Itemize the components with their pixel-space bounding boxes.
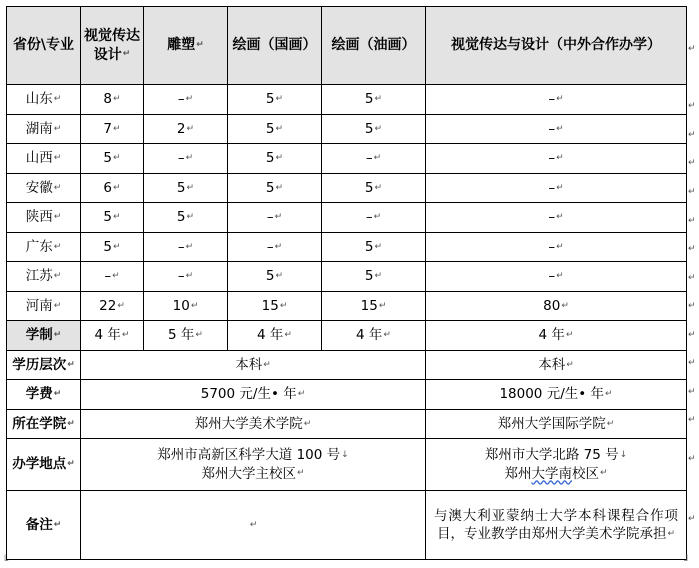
quota-cell: 5↵ bbox=[228, 262, 322, 292]
quota-cell: 10↵ bbox=[144, 291, 228, 321]
site-label: 办学地点↵ bbox=[7, 439, 81, 491]
duration-cell: 4 年↵ bbox=[81, 321, 144, 351]
quota-cell: 5↵ bbox=[228, 144, 322, 174]
quota-cell: –↵ bbox=[426, 144, 687, 174]
fee-label: 学费↵ bbox=[7, 380, 81, 410]
site-left-line1: 郑州市高新区科学大道 100 号↓ bbox=[157, 447, 349, 464]
quota-cell: –↵ bbox=[322, 144, 426, 174]
quota-cell: 5↵ bbox=[144, 203, 228, 233]
fee-right-cell: 18000 元/生• 年↵ bbox=[426, 380, 687, 410]
quota-cell: 15↵ bbox=[322, 291, 426, 321]
quota-cell: 2↵ bbox=[144, 114, 228, 144]
site-right-cell bbox=[426, 439, 687, 491]
province-cell: 广东↵ bbox=[7, 232, 81, 262]
table-row bbox=[7, 262, 687, 292]
quota-cell: –↵ bbox=[228, 232, 322, 262]
note-row bbox=[7, 491, 687, 560]
quota-cell: 5↵ bbox=[322, 173, 426, 203]
duration-label: 学制↵ bbox=[7, 321, 81, 351]
quota-cell: 5↵ bbox=[228, 85, 322, 115]
quota-cell: 8↵ bbox=[81, 85, 144, 115]
duration-cell: 4 年↵ bbox=[426, 321, 687, 351]
province-cell: 湖南↵ bbox=[7, 114, 81, 144]
table-row bbox=[7, 173, 687, 203]
table-row bbox=[7, 85, 687, 115]
header-chinese-painting: 绘画（国画） bbox=[228, 7, 322, 85]
note-label: 备注↵ bbox=[7, 491, 81, 560]
college-label: 所在学院↵ bbox=[7, 409, 81, 439]
duration-row bbox=[7, 321, 687, 351]
fee-row bbox=[7, 380, 687, 410]
quota-cell: 5↵ bbox=[228, 114, 322, 144]
province-cell: 河南↵ bbox=[7, 291, 81, 321]
quota-cell: –↵ bbox=[228, 203, 322, 233]
quota-cell: 5↵ bbox=[228, 173, 322, 203]
province-cell: 山东↵ bbox=[7, 85, 81, 115]
note-right-cell: 与澳大利亚蒙纳士大学本科课程合作项目，专业教学由郑州大学美术学院承担↵ bbox=[426, 491, 687, 560]
province-cell: 安徽↵ bbox=[7, 173, 81, 203]
quota-cell: –↵ bbox=[426, 173, 687, 203]
quota-cell: 80↵ bbox=[426, 291, 687, 321]
quota-cell: –↵ bbox=[426, 262, 687, 292]
quota-cell: –↵ bbox=[144, 262, 228, 292]
header-oil-painting: 绘画（油画） bbox=[322, 7, 426, 85]
quota-cell: 5↵ bbox=[81, 144, 144, 174]
quota-cell: –↵ bbox=[144, 144, 228, 174]
header-visual-design-joint: 视觉传达与设计（中外合作办学） bbox=[426, 7, 687, 85]
site-right-line2: 郑州大学南校区↵ bbox=[504, 465, 608, 482]
quota-cell: 6↵ bbox=[81, 173, 144, 203]
header-visual-design: 视觉传达设计↵ bbox=[81, 7, 144, 85]
quota-cell: –↵ bbox=[426, 85, 687, 115]
site-row bbox=[7, 439, 687, 491]
quota-cell: 5↵ bbox=[322, 262, 426, 292]
quota-cell: 7↵ bbox=[81, 114, 144, 144]
site-left-line2: 郑州大学主校区↵ bbox=[201, 465, 305, 482]
level-right-cell: 本科↵ bbox=[426, 350, 687, 380]
quota-cell: –↵ bbox=[426, 114, 687, 144]
page-corner-mark: └ bbox=[2, 556, 9, 567]
quota-cell: 5↵ bbox=[322, 85, 426, 115]
quota-cell: –↵ bbox=[81, 262, 144, 292]
header-sculpture: 雕塑↵ bbox=[144, 7, 228, 85]
quota-cell: 5↵ bbox=[81, 232, 144, 262]
quota-cell: –↵ bbox=[322, 203, 426, 233]
header-row bbox=[7, 7, 687, 85]
table-row bbox=[7, 232, 687, 262]
page-corner-mark: ┘ bbox=[684, 556, 691, 567]
quota-cell: –↵ bbox=[426, 203, 687, 233]
note-left-cell: ↵ bbox=[81, 491, 426, 560]
duration-cell: 4 年↵ bbox=[228, 321, 322, 351]
duration-cell: 4 年↵ bbox=[322, 321, 426, 351]
site-right-line1: 郑州市大学北路 75 号↓ bbox=[484, 447, 628, 464]
fee-left-cell: 5700 元/生• 年↵ bbox=[81, 380, 426, 410]
duration-cell: 5 年↵ bbox=[144, 321, 228, 351]
level-left-cell: 本科↵ bbox=[81, 350, 426, 380]
quota-cell: 5↵ bbox=[322, 114, 426, 144]
college-right-cell: 郑州大学国际学院↵ bbox=[426, 409, 687, 439]
province-cell: 陕西↵ bbox=[7, 203, 81, 233]
level-row bbox=[7, 350, 687, 380]
quota-cell: –↵ bbox=[426, 232, 687, 262]
table-row bbox=[7, 203, 687, 233]
table-row bbox=[7, 114, 687, 144]
table-row bbox=[7, 144, 687, 174]
row-end-marks: ↵ ↵ ↵ ↵ ↵ ↵ ↵ ↵ ↵ ↵ ↵ ↵ ↵ ↵ ↵ bbox=[688, 44, 696, 524]
province-cell: 山西↵ bbox=[7, 144, 81, 174]
quota-cell: 22↵ bbox=[81, 291, 144, 321]
quota-cell: 5↵ bbox=[322, 232, 426, 262]
province-cell: 江苏↵ bbox=[7, 262, 81, 292]
quota-cell: 5↵ bbox=[144, 173, 228, 203]
site-left-cell bbox=[81, 439, 426, 491]
college-row bbox=[7, 409, 687, 439]
quota-cell: –↵ bbox=[144, 85, 228, 115]
quota-cell: –↵ bbox=[144, 232, 228, 262]
admission-plan-table bbox=[6, 6, 687, 560]
level-label: 学历层次↵ bbox=[7, 350, 81, 380]
college-left-cell: 郑州大学美术学院↵ bbox=[81, 409, 426, 439]
quota-cell: 5↵ bbox=[81, 203, 144, 233]
quota-cell: 15↵ bbox=[228, 291, 322, 321]
table-row bbox=[7, 291, 687, 321]
header-province-major: 省份\专业 bbox=[7, 7, 81, 85]
